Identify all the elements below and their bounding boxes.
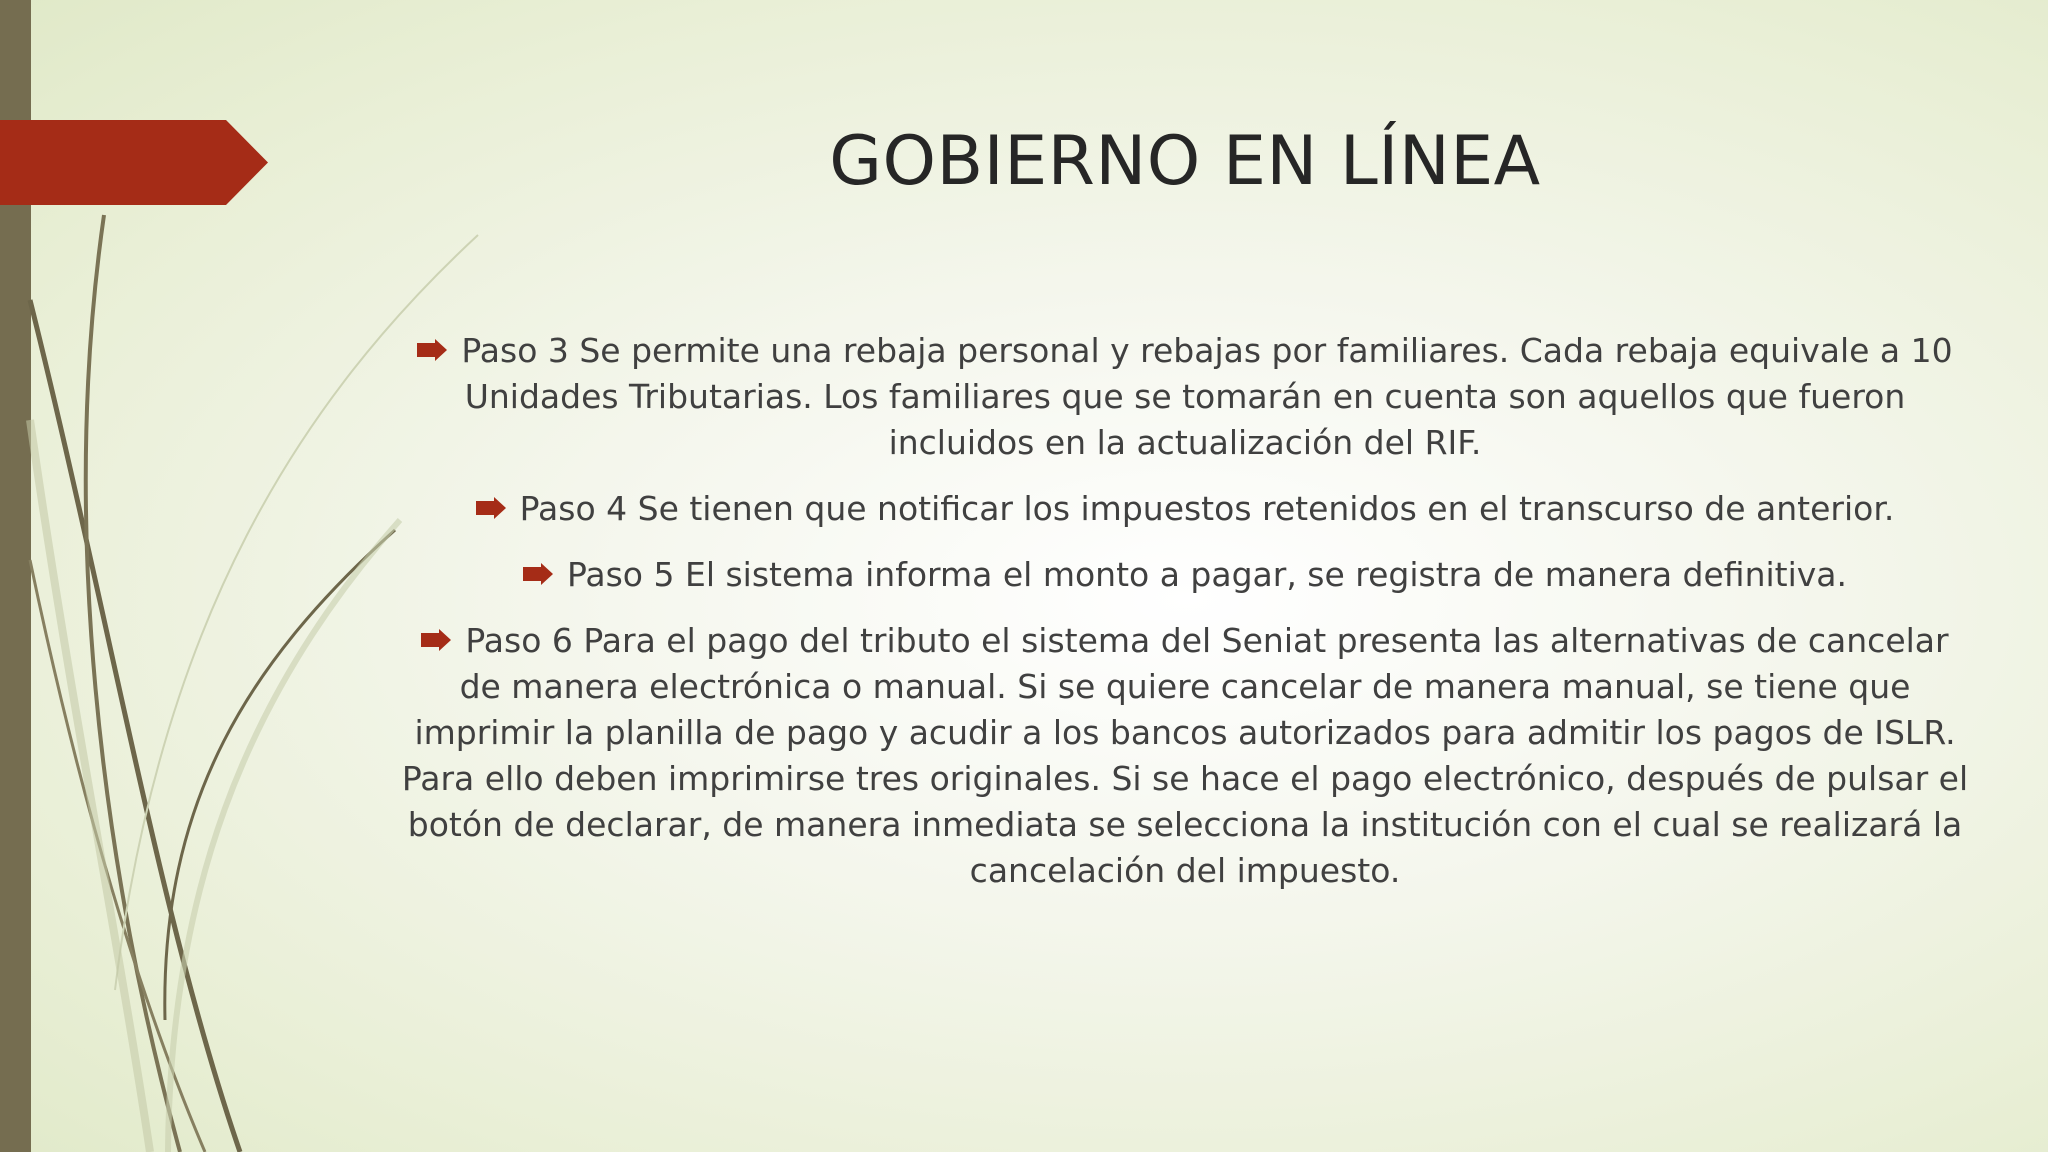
bullet-item-paso-3 bbox=[400, 328, 1970, 466]
arrow-bullet-icon bbox=[417, 339, 447, 361]
slide-title: GOBIERNO EN LÍNEA bbox=[829, 122, 1541, 201]
bullet-text: Paso 6 Para el pago del tributo el sistema del Seniat presenta las alternativas de cancelar de manera electrónica o manual. Si se quiere cancelar de manera manual, se tiene que imprimir la planilla de pago y acudir a los bancos autorizados para admitir los pagos de ISLR. Para ello deben imprimirse tres originales. Si se hace el pago electrónico, después de pulsar el botón de declarar, de manera inmediata se selecciona la institución con el cual se realizará la cancelación del impuesto. bbox=[401, 621, 1969, 890]
arrow-bullet-icon bbox=[421, 629, 451, 651]
arrow-bullet-icon bbox=[476, 497, 506, 519]
bullet-item-paso-4 bbox=[400, 486, 1970, 532]
bullet-text: Paso 3 Se permite una rebaja personal y rebajas por familiares. Cada rebaja equivale a 10 Unidades Tributarias. Los familiares que se tomarán en cuenta son aquellos que fueron incluidos en la actualización del RIF. bbox=[461, 331, 1953, 462]
bullet-list bbox=[400, 328, 1970, 914]
arrow-bullet-icon bbox=[523, 563, 553, 585]
bullet-item-paso-6 bbox=[400, 618, 1970, 894]
bullet-item-paso-5 bbox=[400, 552, 1970, 598]
bullet-text: Paso 4 Se tienen que notificar los impuestos retenidos en el transcurso de anterior. bbox=[519, 489, 1895, 528]
bullet-text: Paso 5 El sistema informa el monto a pagar, se registra de manera definitiva. bbox=[566, 555, 1848, 594]
title-arrow-banner bbox=[0, 120, 268, 205]
